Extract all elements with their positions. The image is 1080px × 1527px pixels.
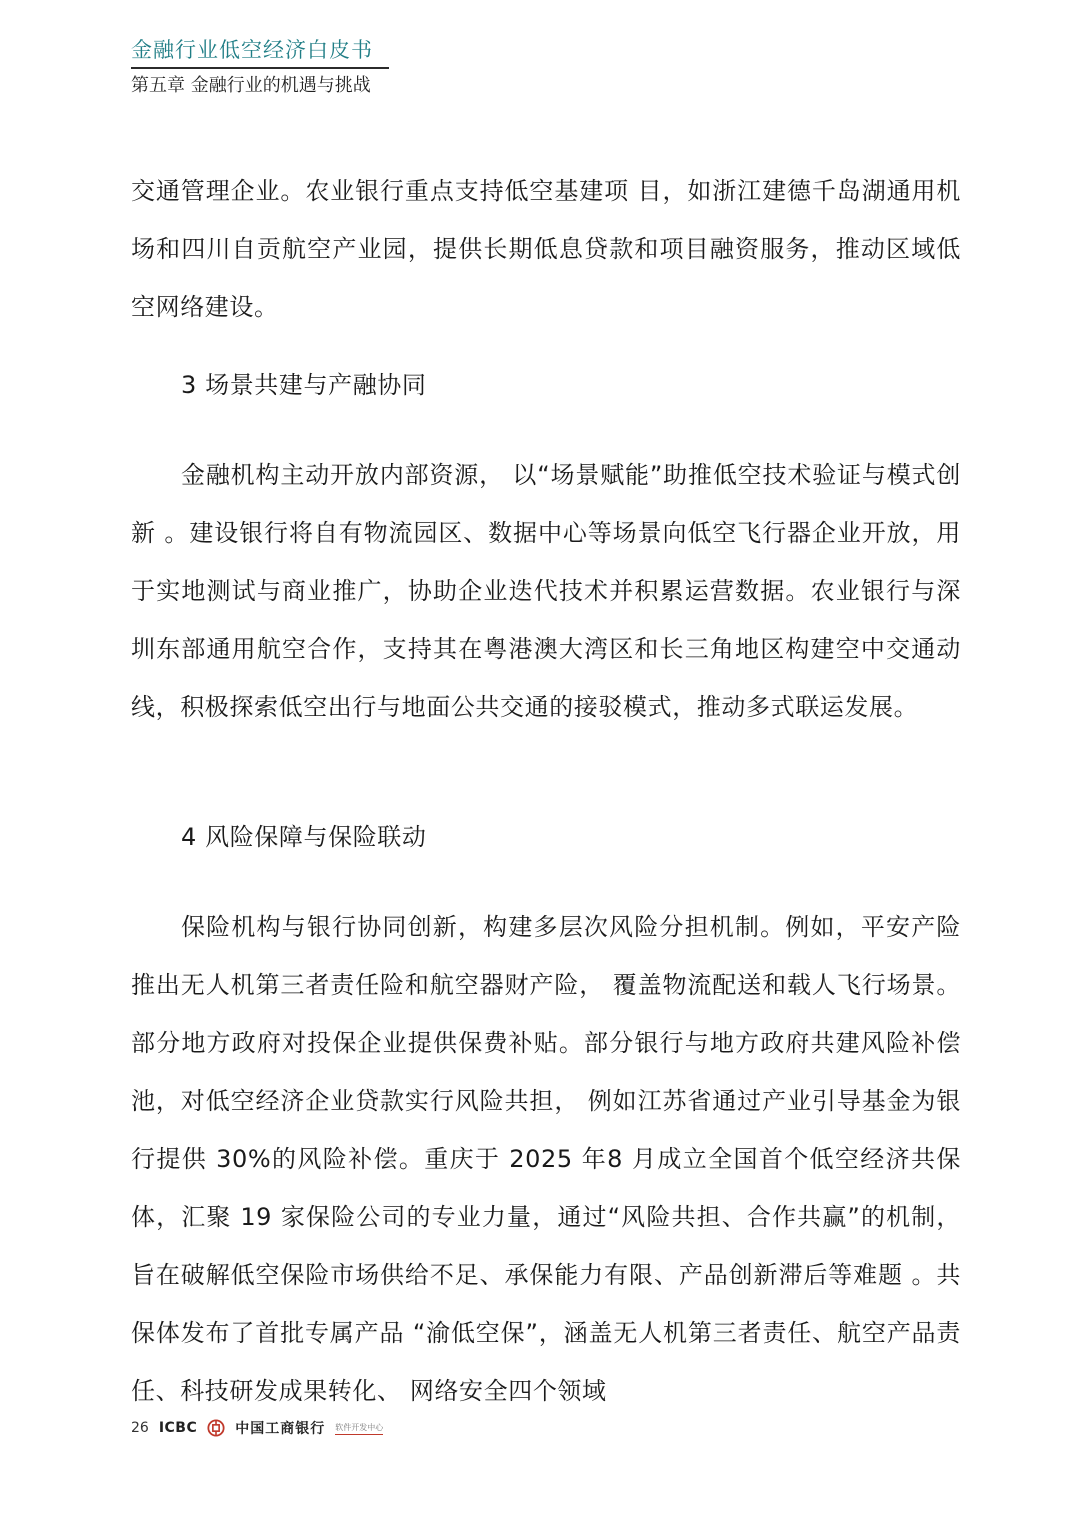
header-divider [131,67,389,69]
page-number: 26 [131,1420,149,1436]
section-4-heading: 4 风险保障与保险联动 [181,823,427,851]
paragraph-2: 金融机构主动开放内部资源， 以“场景赋能”助推低空技术验证与模式创新 。建设银行将自有物流园区、数据中心等场景向低空飞行器企业开放，用于实地测试与商业推广，协助企业迭代技术并积累运营数据。农业银行与深圳东部通用航空合作，支持其在粤港澳大湾区和长三角地区构建空中交通动线，积极探索低空出行与地面公共交通的接驳模式，推动多式联运发展。 [131,461,961,721]
brand-name-cn: 中国工商银行 [235,1421,326,1437]
section-3-heading: 3 场景共建与产融协同 [181,371,427,399]
page-header [131,36,611,99]
paragraph-2-block [131,446,961,736]
document-title: 金融行业低空经济白皮书 [131,38,373,62]
chapter-title: 第五章 金融行业的机遇与挑战 [131,75,371,96]
paragraph-3-block [131,898,961,1420]
paragraph-3: 保险机构与银行协同创新，构建多层次风险分担机制。例如，平安产险推出无人机第三者责任险和航空器财产险， 覆盖物流配送和载人飞行场景。部分地方政府对投保企业提供保费补贴。部分银行与地方政府共建风险补偿池，对低空经济企业贷款实行风险共担， 例如江苏省通过产业引导基金为银行提供 30%的风险补偿。重庆于 2025 年8 月成立全国首个低空经济共保体，汇聚 19 家保险公司的专业力量，通过“风险共担、合作共赢”的机制， 旨在破解低空保险市场供给不足、承保能力有限、产品创新滞后等难题 。共保体发布了首批专属产品 “渝低空保”，涵盖无人机第三者责任、航空产品责任、科技研发成果转化、 网络安全四个领域 [131,913,961,1405]
page-footer [131,1418,383,1438]
paragraph-1: 交通管理企业。农业银行重点支持低空基建项 目，如浙江建德千岛湖通用机场和四川自贡航空产业园，提供长期低息贷款和项目融资服务，推动区域低空网络建设。 [131,177,961,321]
section-4-heading-block [131,822,961,852]
section-3-heading-block [131,370,961,400]
icbc-logo-icon [207,1419,225,1437]
department-label: 软件开发中心 [335,1422,383,1435]
paragraph-1-block [131,162,961,336]
brand-name-en: ICBC [158,1420,198,1436]
